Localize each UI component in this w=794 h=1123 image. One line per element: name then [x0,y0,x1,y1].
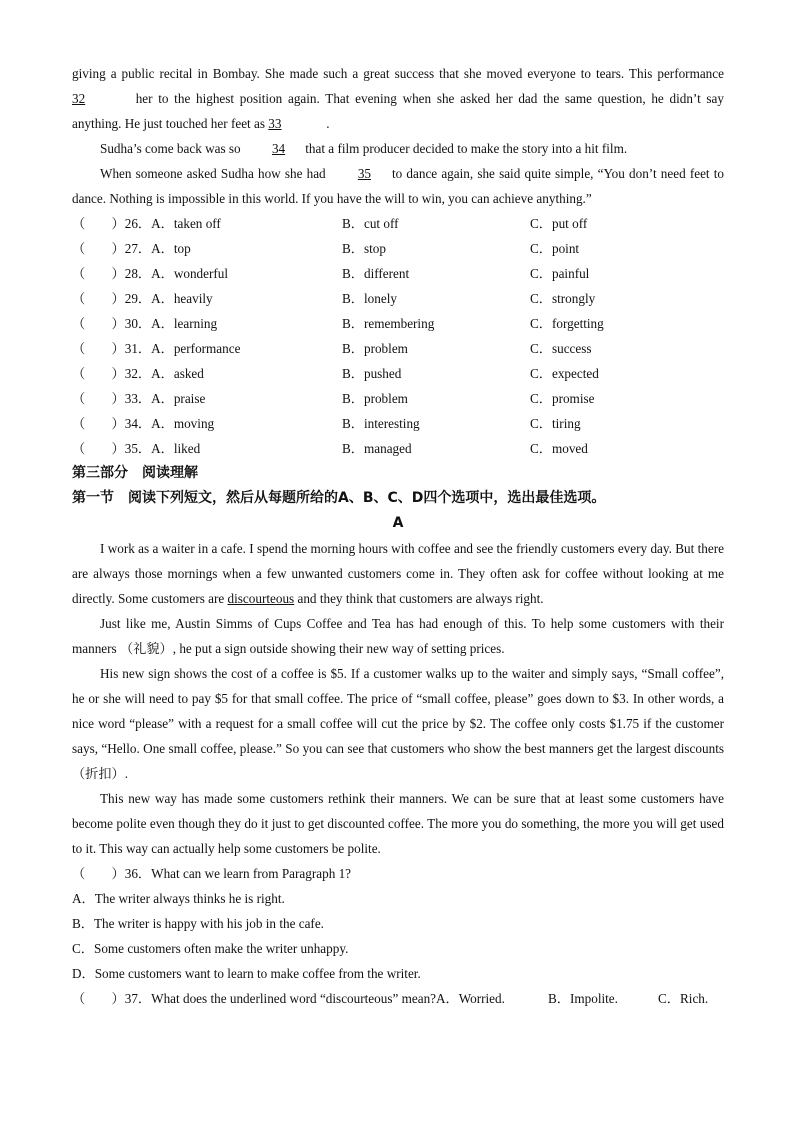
question-37-stem: （ ）37．What does the underlined word “discourteous” mean?A．Worried. [72,991,505,1006]
option-c: C．put off [530,216,588,231]
option-a: （ ）32．A．asked [72,366,204,381]
passage-text: and they think that customers are always right. [297,591,544,606]
option-b: B．pushed [342,366,402,381]
option-row [72,236,724,261]
underlined-word: discourteous [227,591,295,606]
options-list [72,211,724,461]
option-row [72,261,724,286]
option-b: B．problem [342,341,408,356]
blank-35: 35 [357,166,372,181]
option-row [72,386,724,411]
passage-text: I work as a waiter in a cafe. I spend the morning hours with coffee and see the friendly customers every day. But there are always those mornings when a few unwanted customers come in. They often ask for coffee without looking at me directly. Some customers are [72,541,724,606]
option-b: B．remembering [342,316,435,331]
option-b: B．interesting [342,416,420,431]
option-c: C．strongly [530,291,596,306]
option-c: C．tiring [530,416,581,431]
option-b: B．lonely [342,291,397,306]
option-row [72,436,724,461]
question-36-option-b: B．The writer is happy with his job in the cafe. [72,916,324,931]
question-37-option-c: C．Rich. [658,991,709,1006]
option-a: （ ）28．A．wonderful [72,266,229,281]
option-a: （ ）33．A．praise [72,391,206,406]
story-text: her to the highest position again. That evening when she asked her dad the same question, he didn’t say anything. He just touched her feet as [72,91,725,131]
option-a: （ ）29．A．heavily [72,291,213,306]
option-row [72,311,724,336]
question-37-row [72,986,724,1011]
option-c: C．forgetting [530,316,604,331]
story-paragraph-1 [72,61,724,136]
option-c: C．promise [530,391,595,406]
story-text: that a film producer decided to make the story into a hit film. [305,141,628,156]
blank-33: 33 [268,116,282,131]
blank-32: 32 [72,91,86,106]
story-text: giving a public recital in Bombay. She made such a great success that she moved everyone to tears. This performance [72,66,724,81]
blank-34: 34 [271,141,286,156]
question-36-option-c: C．Some customers often make the writer unhappy. [72,941,349,956]
option-b: B．problem [342,391,408,406]
option-a: （ ）26．A．taken off [72,216,221,231]
story-text: Sudha’s come back was so [100,141,241,156]
option-c: C．moved [530,441,588,456]
option-row [72,336,724,361]
question-36-option-a: A．The writer always thinks he is right. [72,891,285,906]
option-a: （ ）35．A．liked [72,441,201,456]
option-c: C．point [530,241,580,256]
passage-paragraph-2: Just like me, Austin Simms of Cups Coffee and Tea has had enough of this. To help some customers with their manners （礼貌）, he put a sign outside showing their new way of setting prices. [72,616,724,656]
option-b: B．cut off [342,216,399,231]
question-36-stem: （ ）36．What can we learn from Paragraph 1? [72,866,352,881]
story-text: When someone asked Sudha how she had [100,166,326,181]
option-b: B．managed [342,441,412,456]
option-b: B．different [342,266,410,281]
passage-paragraph-1 [72,536,724,611]
option-b: B．stop [342,241,386,256]
option-row [72,286,724,311]
passage-paragraph-3: His new sign shows the cost of a coffee is $5. If a customer walks up to the waiter and simply says, “Small coffee”, he or she will need to pay $5 for that small coffee. The price of “small coffee, please” goes down to $3. In other words, a nice word “please” with a request for a small coffee will cut the price by $2. The coffee only costs $1.75 if the customer says, “Hello. One small coffee, please.” So you can see that customers who show the best manners get the largest discounts （折扣）. [72,666,724,781]
section-instructions: 第一节 阅读下列短文，然后从每题所给的A、B、C、D四个选项中，选出最佳选项。 [72,490,606,506]
option-row [72,211,724,236]
option-a: （ ）31．A．performance [72,341,241,356]
passage-paragraph-4: This new way has made some customers rethink their manners. We can be sure that at least some customers have become polite even though they do it just to get discounted coffee. The more you do something, the more you will get used to it. This way can actually help some customers be polite. [72,791,724,856]
story-text: . [326,116,330,131]
option-a: （ ）34．A．moving [72,416,215,431]
passage-label: A [392,515,404,531]
option-row [72,411,724,436]
option-c: C．painful [530,266,590,281]
part-title: 第三部分 阅读理解 [72,465,198,481]
option-c: C．success [530,341,592,356]
exam-page [72,61,724,1011]
option-c: C．expected [530,366,599,381]
story-text: to dance again, she said quite simple, “You don’t need feet to dance. Nothing is impossible in this world. If you have the will to win, you can achieve anything.” [72,166,725,206]
story-paragraph-3 [72,161,724,211]
option-a: （ ）30．A．learning [72,316,218,331]
story-paragraph-2 [72,136,724,161]
question-36-option-d: D．Some customers want to learn to make coffee from the writer. [72,966,421,981]
option-row [72,361,724,386]
question-37-option-b: B．Impolite. [548,991,618,1006]
option-a: （ ）27．A．top [72,241,191,256]
